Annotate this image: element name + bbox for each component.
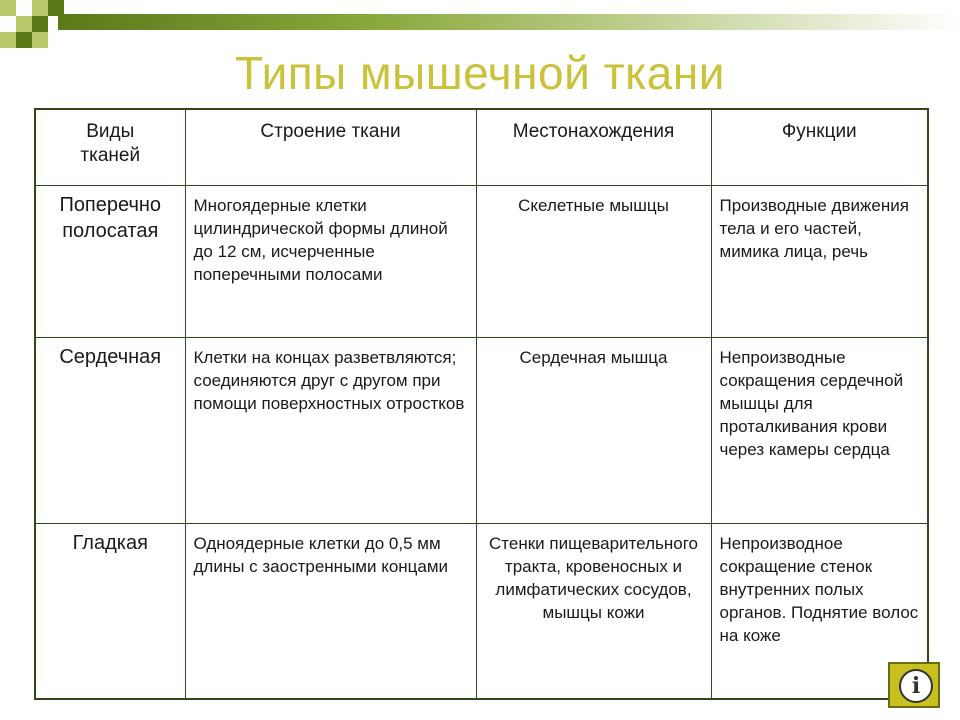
decor-square xyxy=(0,16,16,32)
header-gradient-bar xyxy=(58,14,960,30)
tissue-type-cell: Поперечно полосатая xyxy=(35,185,185,337)
tissue-type-cell: Гладкая xyxy=(35,523,185,699)
function-cell: Непроизводные сокращения сердечной мышцы для проталкивания крови через камеры сердца xyxy=(711,337,928,523)
structure-cell: Многоядерные клетки цилиндрической формы длиной до 12 см, исчерченные поперечными полосами xyxy=(185,185,476,337)
decor-square xyxy=(32,0,48,16)
header-cell: Виды тканей xyxy=(35,109,185,185)
table-header-row xyxy=(35,109,928,185)
table-row xyxy=(35,337,928,523)
table-row xyxy=(35,185,928,337)
function-cell: Непроизводное сокращение стенок внутренних полых органов. Поднятие волос на коже xyxy=(711,523,928,699)
decor-square xyxy=(0,0,16,16)
header-cell: Местонахождения xyxy=(476,109,711,185)
structure-cell: Клетки на концах разветвляются; соединяются друг с другом при помощи поверхностных отростков xyxy=(185,337,476,523)
location-cell: Сердечная мышца xyxy=(476,337,711,523)
location-cell: Стенки пищеварительного тракта, кровеносных и лимфатических сосудов, мышцы кожи xyxy=(476,523,711,699)
structure-cell: Одноядерные клетки до 0,5 мм длины с заостренными концами xyxy=(185,523,476,699)
info-button[interactable] xyxy=(888,662,940,708)
decor-square xyxy=(32,16,48,32)
decor-square xyxy=(16,16,32,32)
info-icon: i xyxy=(899,669,933,703)
table-row xyxy=(35,523,928,699)
header-cell: Функции xyxy=(711,109,928,185)
tissue-type-cell: Сердечная xyxy=(35,337,185,523)
location-cell: Скелетные мышцы xyxy=(476,185,711,337)
muscle-tissue-table xyxy=(34,108,929,700)
header-cell: Строение ткани xyxy=(185,109,476,185)
function-cell: Производные движения тела и его частей, мимика лица, речь xyxy=(711,185,928,337)
decor-square xyxy=(16,0,32,16)
slide-title: Типы мышечной ткани xyxy=(235,47,725,99)
